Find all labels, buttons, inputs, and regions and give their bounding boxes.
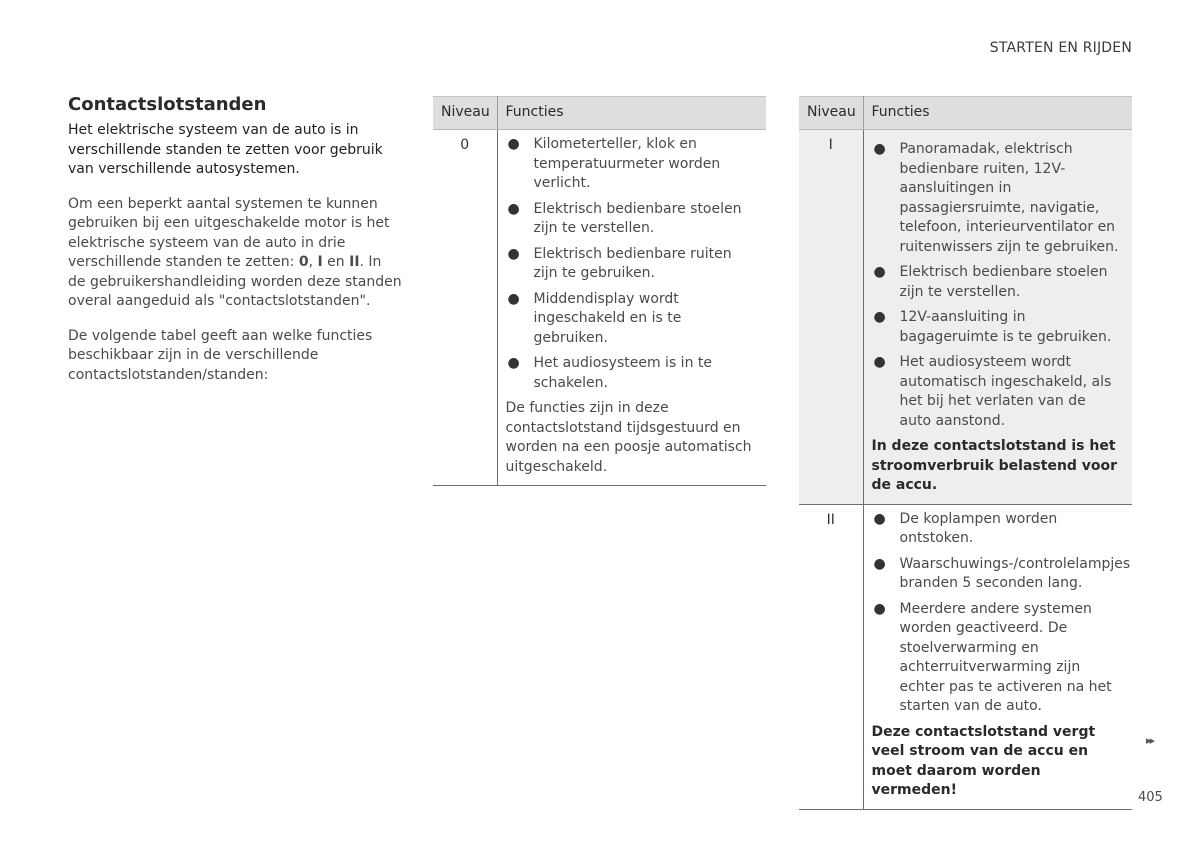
table-header-row — [799, 97, 1132, 130]
table-row — [799, 130, 1132, 505]
page-title: Contactslotstanden — [68, 94, 267, 115]
table-row — [433, 130, 766, 486]
functies-header: Functies — [497, 97, 766, 130]
body-paragraph-1: Om een beperkt aantal systemen te kunnen gebruiken bij een uitgeschakelde motor is het elektrische systeem van de auto in drie verschillende standen te zetten: 0, I en II. In de gebruikershandleiding worden deze standen overal aangeduid als "contactslotstanden". — [68, 195, 402, 309]
bullet-icon: ● — [507, 245, 520, 262]
bullet-icon: ● — [873, 309, 886, 325]
list-item: ● Waarschuwings-/controlelampjes branden 5 seconden lang. — [873, 555, 1131, 591]
list-item: ● Elektrisch bedienbare stoelen zijn te verstellen. — [873, 264, 1108, 300]
level-warning: Deze contactslotstand vergt veel stroom van de accu en moet daarom worden vermeden! — [871, 723, 1096, 798]
levels-table-1-2 — [799, 96, 1132, 810]
levels-table-0 — [433, 96, 766, 486]
functies-header: Functies — [863, 97, 1132, 130]
list-item: ● Elektrisch bedienbare ruiten zijn te gebruiken. — [507, 245, 732, 281]
level-cell: I — [799, 130, 863, 505]
function-list — [506, 135, 755, 393]
intro-column — [68, 94, 402, 400]
list-item: ● Het audiosysteem wordt automatisch ingeschakeld, als het bij het verlaten van de auto aanstond. — [873, 354, 1112, 429]
table-row — [799, 504, 1132, 809]
function-list — [872, 510, 1131, 717]
list-item: ● Middendisplay wordt ingeschakeld en is te gebruiken. — [507, 290, 682, 346]
bullet-icon: ● — [873, 510, 886, 527]
continue-arrows-icon: ▸▸ — [1146, 734, 1154, 747]
bullet-icon: ● — [507, 355, 520, 371]
bullet-icon: ● — [873, 264, 886, 280]
intro-paragraph: Het elektrische systeem van de auto is in verschillende standen te zetten voor gebruik van verschillende autosystemen. — [68, 122, 383, 177]
table-header-row — [433, 97, 766, 130]
page-number: 405 — [1138, 790, 1163, 805]
list-item: ● Kilometerteller, klok en temperatuurmeter worden verlicht. — [507, 136, 721, 191]
level-warning: In deze contactslotstand is het stroomverbruik belastend voor de accu. — [871, 438, 1118, 493]
functions-cell — [497, 130, 766, 486]
bullet-icon: ● — [507, 136, 520, 152]
list-item: ● Meerdere andere systemen worden geactiveerd. De stoelverwarming en achterruitverwarming zijn echter pas te activeren na het starten van de auto. — [873, 600, 1112, 714]
niveau-header: Niveau — [799, 97, 863, 130]
level-cell: 0 — [433, 130, 497, 486]
list-item: ● 12V-aansluiting in bagageruimte is te gebruiken. — [873, 309, 1112, 345]
list-item: ● Het audiosysteem is in te schakelen. — [507, 355, 712, 391]
bullet-icon: ● — [873, 600, 886, 617]
bullet-icon: ● — [873, 141, 886, 157]
functions-cell — [863, 130, 1132, 505]
bullet-icon: ● — [873, 555, 886, 572]
bullet-icon: ● — [507, 290, 520, 307]
function-list — [872, 140, 1121, 431]
niveau-header: Niveau — [433, 97, 497, 130]
bullet-icon: ● — [507, 200, 520, 217]
functions-cell — [863, 504, 1132, 809]
bullet-icon: ● — [873, 354, 886, 370]
level-note: De functies zijn in deze contactslotstand tijdsgestuurd en worden na een poosje automatisch uitgeschakeld. — [505, 400, 752, 475]
list-item: ● Panoramadak, elektrisch bedienbare ruiten, 12V-aansluitingen in passagiersruimte, navigatie, telefoon, interieurventilator en ruitenwissers zijn te gebruiken. — [873, 141, 1119, 255]
list-item: ● Elektrisch bedienbare stoelen zijn te verstellen. — [507, 200, 742, 236]
list-item: ● De koplampen worden ontstoken. — [873, 510, 1058, 546]
body-paragraph-2: De volgende tabel geeft aan welke functies beschikbaar zijn in de verschillende contactslotstanden/standen: — [68, 327, 373, 383]
section-header: STARTEN EN RIJDEN — [989, 40, 1132, 56]
level-cell: II — [799, 504, 863, 809]
